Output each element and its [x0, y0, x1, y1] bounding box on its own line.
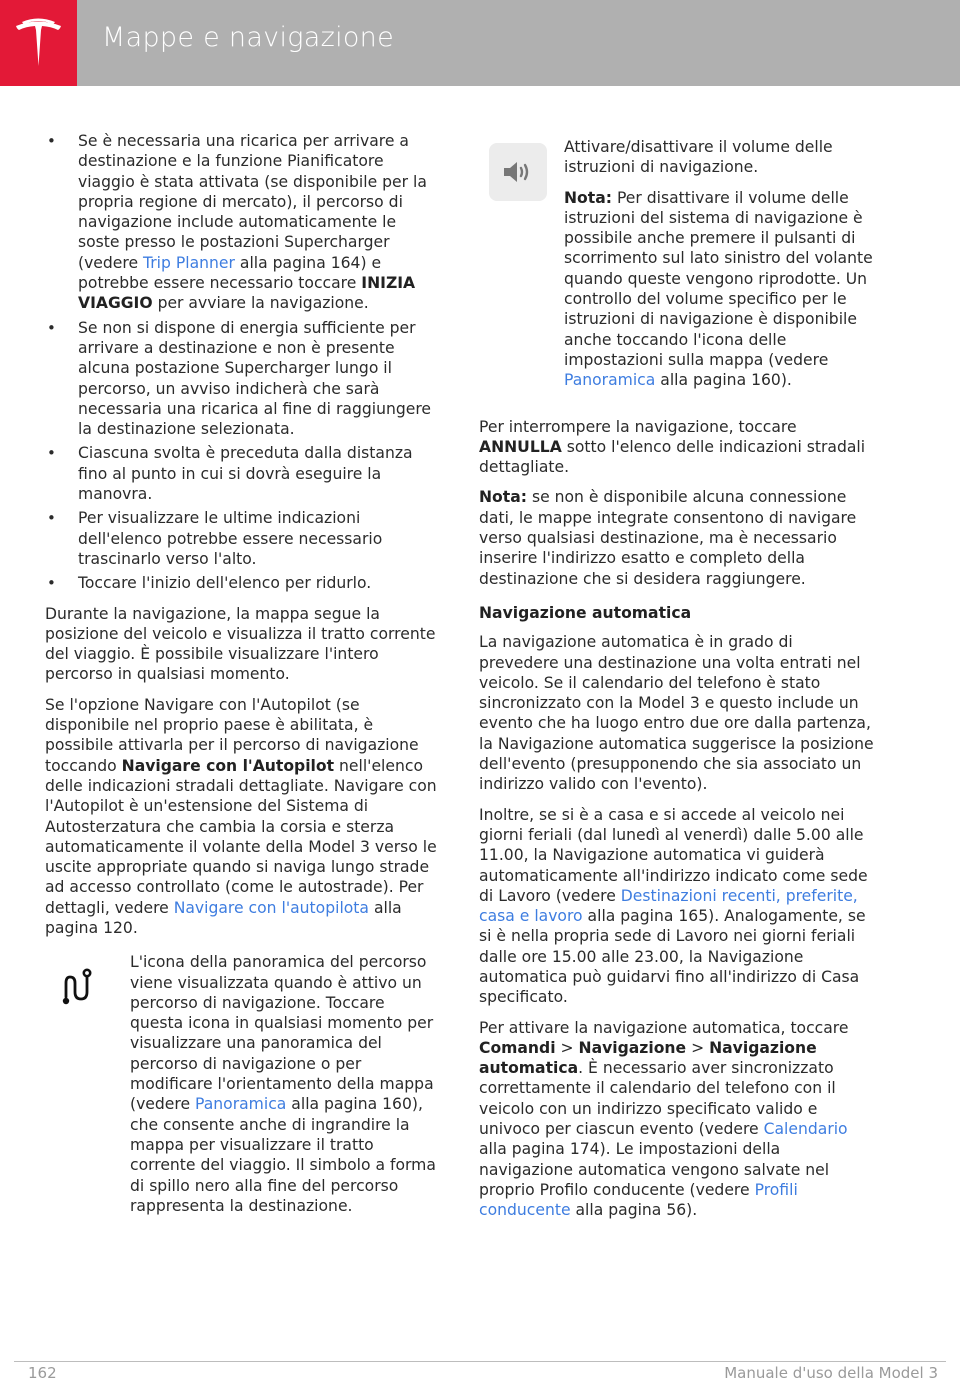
- list-item: • Se è necessaria una ricarica per arrivare a destinazione e la funzione Pianificatore viaggio è stata attivata (se disponibile per la propria regione di mercato), il percorso di navigazione include automaticamente le soste presso le postazioni Supercharger (vedere Trip Planner alla pagina 164) e potrebbe essere necessario toccare INIZIA VIAGGIO per avviare la navigazione.: [45, 131, 439, 314]
- note: Nota: se non è disponibile alcuna connessione dati, le mappe integrate consentono di navigare verso qualsiasi destinazione, ma è necessario inserire l'indirizzo esatto e completo della destinazione che si desidera raggiungere.: [479, 488, 857, 588]
- page-header: [0, 0, 960, 86]
- route-overview-icon: [62, 968, 98, 1008]
- right-column: [479, 137, 875, 1231]
- list-item: • Per visualizzare le ultime indicazioni dell'elenco potrebbe essere necessario trascinarlo verso l'alto.: [45, 508, 439, 569]
- tesla-t-icon: [13, 18, 64, 69]
- tesla-logo: [0, 0, 77, 86]
- page-title: Mappe e navigazione: [102, 22, 395, 53]
- route-overview-text: L'icona della panoramica del percorso viene visualizzata quando è attivo un percorso di navigazione. Toccare questa icona in qualsiasi momento per visualizzare una panoramica del percorso di navigazione o per modificare l'orientamento della mappa (vedere Panoramica alla pagina 160), che consente anche di ingrandire la mappa per visualizzare il tratto corrente del viaggio. Il simbolo a forma di spillo nero alla fine del percorso rappresenta la destinazione.: [130, 953, 436, 1215]
- section-heading: Navigazione automatica: [479, 603, 692, 622]
- calendar-link[interactable]: Calendario: [763, 1120, 848, 1139]
- trip-planner-link[interactable]: Trip Planner: [143, 253, 235, 272]
- volume-block: [479, 137, 875, 391]
- list-item: • Se non si dispone di energia sufficiente per arrivare a destinazione e non è presente alcuna postazione Supercharger lungo il percorso, un avviso indicherà che sarà necessaria una ricarica al fine di raggiungere la destinazione selezionata.: [45, 318, 439, 440]
- paragraph: Per attivare la navigazione automatica, toccare Comandi > Navigazione > Navigazione automatica. È necessario aver sincronizzato correttamente il calendario del telefono con il veicolo con un indirizzo specificato valido e univoco per ciascun evento (vedere Calendario alla pagina 174). Le impostazioni della navigazione automatica vengono salvate nel proprio Profilo conducente (vedere Profili conducente alla pagina 56).: [479, 1018, 849, 1220]
- volume-text: Attivare/disattivare il volume delle istruzioni di navigazione.: [564, 138, 833, 177]
- destinations-link[interactable]: Destinazioni recenti, preferite, casa e lavoro: [479, 886, 858, 926]
- left-column: [45, 131, 439, 1226]
- paragraph: Inoltre, se si è a casa e si accede al veicolo nei giorni feriali (dal lunedì al venerdì) dalle 5.00 alle 11.00, la Navigazione automatica vi guiderà automaticamente all'indirizzo indicato come sede di Lavoro (vedere Destinazioni recenti, preferite, casa e lavoro alla pagina 165). Analogamente, se si è nella propria sede di Lavoro nei giorni feriali dalle ore 15.00 alle 23.00, la Navigazione automatica può guidarvi fino all'indirizzo di Casa specificato.: [479, 805, 868, 1007]
- panoramica-link[interactable]: Panoramica: [564, 371, 656, 390]
- paragraph: Durante la navigazione, la mappa segue la posizione del veicolo e visualizza il tratto corrente del viaggio. È possibile visualizzare l'intero percorso in qualsiasi momento.: [45, 604, 436, 684]
- paragraph: Se l'opzione Navigare con l'Autopilot (se disponibile nel proprio paese è abilitata, è possibile attivarla per il percorso di navigazione toccando Navigare con l'Autopilot nell'elenco delle indicazioni stradali dettagliate. Navigare con l'Autopilot è un'estensione del Sistema di Autosterzatura che cambia la corsia e sterza automaticamente il volante della Model 3 verso le uscite appropriate quando si naviga lungo strade ad accesso controllato (come le autostrade). Per dettagli, vedere Navigare con l'autopilota alla pagina 120.: [45, 695, 437, 937]
- bullet-list: [45, 131, 439, 594]
- paragraph: Per interrompere la navigazione, toccare ANNULLA sotto l'elenco delle indicazioni stradali dettagliate.: [479, 417, 866, 477]
- paragraph: La navigazione automatica è in grado di prevedere una destinazione una volta entrati nel veicolo. Se il calendario del telefono è stato sincronizzato con la Model 3 e questo include un evento che ha luogo entro due ore dalla partenza, la Navigazione automatica suggerisce la posizione dell'evento (presupponendo che sia associato un indirizzo valido con l'evento).: [479, 633, 874, 794]
- page-number: 162: [28, 1364, 57, 1382]
- volume-note: Nota: Per disattivare il volume delle istruzioni del sistema di navigazione è possibile anche premere il pulsanti di scorrimento sul lato sinistro del volante quando queste vengono riprodotte. Un controllo del volume specifico per le istruzioni di navigazione è disponibile anche toccando l'icona delle impostazioni sulla mappa (vedere Panoramica alla pagina 160).: [564, 188, 873, 390]
- driver-profiles-link[interactable]: Profili conducente: [479, 1180, 798, 1220]
- autopilot-link[interactable]: Navigare con l'autopilota: [173, 898, 369, 917]
- list-item: • Ciascuna svolta è preceduta dalla distanza fino al punto in cui si dovrà eseguire la manovra.: [45, 443, 439, 504]
- footer-divider: [14, 1361, 946, 1362]
- volume-button: [489, 143, 547, 201]
- speaker-icon: [502, 159, 534, 185]
- manual-title: Manuale d'uso della Model 3: [724, 1364, 938, 1382]
- list-item: • Toccare l'inizio dell'elenco per ridurlo.: [45, 573, 439, 593]
- route-overview-block: [45, 952, 439, 1216]
- panoramica-link[interactable]: Panoramica: [195, 1095, 287, 1114]
